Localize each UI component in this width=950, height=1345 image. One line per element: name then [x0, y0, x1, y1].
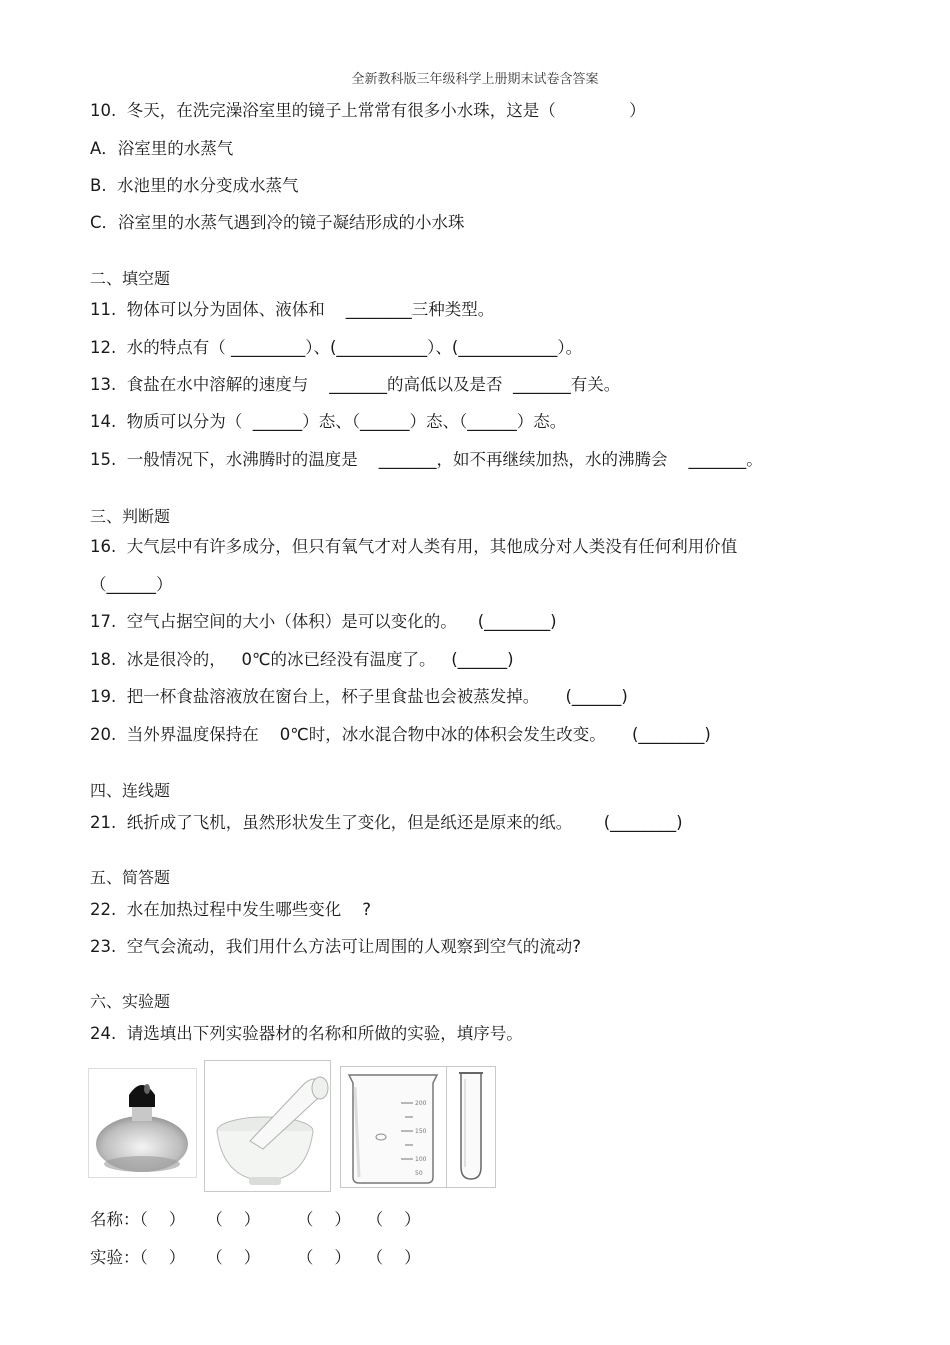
beaker-mark-100: 100 [415, 1156, 427, 1163]
test-tube-image [446, 1066, 496, 1188]
question-line: 23. 空气会流动，我们用什么方法可让周围的人观察到空气的流动? [90, 937, 581, 956]
section-heading: 三、判断题 [90, 507, 171, 526]
question-line: 22. 水在加热过程中发生哪些变化 ? [90, 900, 371, 919]
question-line: 实验：（ ） （ ） （ ） （ ） [90, 1248, 421, 1267]
beaker-icon [341, 1067, 446, 1187]
section-heading: 四、连线题 [90, 781, 171, 800]
question-line: 18. 冰是很冷的， 0℃的冰已经没有温度了。 (______) [90, 650, 514, 669]
question-line: 24. 请选填出下列实验器材的名称和所做的实验，填序号。 [90, 1024, 523, 1043]
alcohol-lamp-icon [89, 1069, 196, 1177]
beaker-image [340, 1066, 447, 1188]
mortar-pestle-image [204, 1060, 331, 1192]
test-tube-icon [447, 1067, 495, 1187]
question-line: A．浴室里的水蒸气 [90, 139, 234, 158]
question-line: 11. 物体可以分为固体、液体和 ________三种类型。 [90, 300, 495, 319]
beaker-mark-50: 50 [415, 1170, 423, 1177]
question-line: 12. 水的特点有（ _________）、(___________）、(____________）。 [90, 338, 583, 357]
question-line: B. 水池里的水分变成水蒸气 [90, 176, 299, 195]
question-line: 15. 一般情况下，水沸腾时的温度是 _______，如不再继续加热，水的沸腾会 _______。 [90, 450, 763, 469]
question-line: 19. 把一杯食盐溶液放在窗台上，杯子里食盐也会被蒸发掉。 (______) [90, 687, 628, 706]
alcohol-lamp-image [88, 1068, 197, 1178]
section-heading: 五、简答题 [90, 868, 171, 887]
question-line: 21. 纸折成了飞机，虽然形状发生了变化，但是纸还是原来的纸。 (________) [90, 813, 683, 832]
question-line: 10. 冬天，在洗完澡浴室里的镜子上常常有很多小水珠，这是（ ） [90, 101, 646, 120]
question-line: 14. 物质可以分为（ ______）态、（______）态、（______）态。 [90, 412, 567, 431]
beaker-mark-200: 200 [415, 1100, 427, 1107]
question-line: 名称：（ ） （ ） （ ） （ ） [90, 1210, 421, 1229]
question-line: 16. 大气层中有许多成分，但只有氧气才对人类有用，其他成分对人类没有任何利用价值 [90, 537, 738, 556]
section-heading: 六、实验题 [90, 992, 171, 1011]
question-line: C．浴室里的水蒸气遇到冷的镜子凝结形成的小水珠 [90, 213, 465, 232]
question-line: 17. 空气占据空间的大小（体积）是可以变化的。 (________) [90, 612, 557, 631]
section-heading: 二、填空题 [90, 269, 171, 288]
mortar-pestle-icon [205, 1061, 330, 1191]
beaker-mark-150: 150 [415, 1128, 427, 1135]
question-line: 13. 食盐在水中溶解的速度与 _______的高低以及是否 _______有关。 [90, 375, 621, 394]
question-line: 20. 当外界温度保持在 0℃时，冰水混合物中冰的体积会发生改变。 (________) [90, 725, 711, 744]
page-header: 全新教科版三年级科学上册期末试卷含答案 [351, 72, 599, 87]
question-line: （______） [90, 575, 173, 594]
